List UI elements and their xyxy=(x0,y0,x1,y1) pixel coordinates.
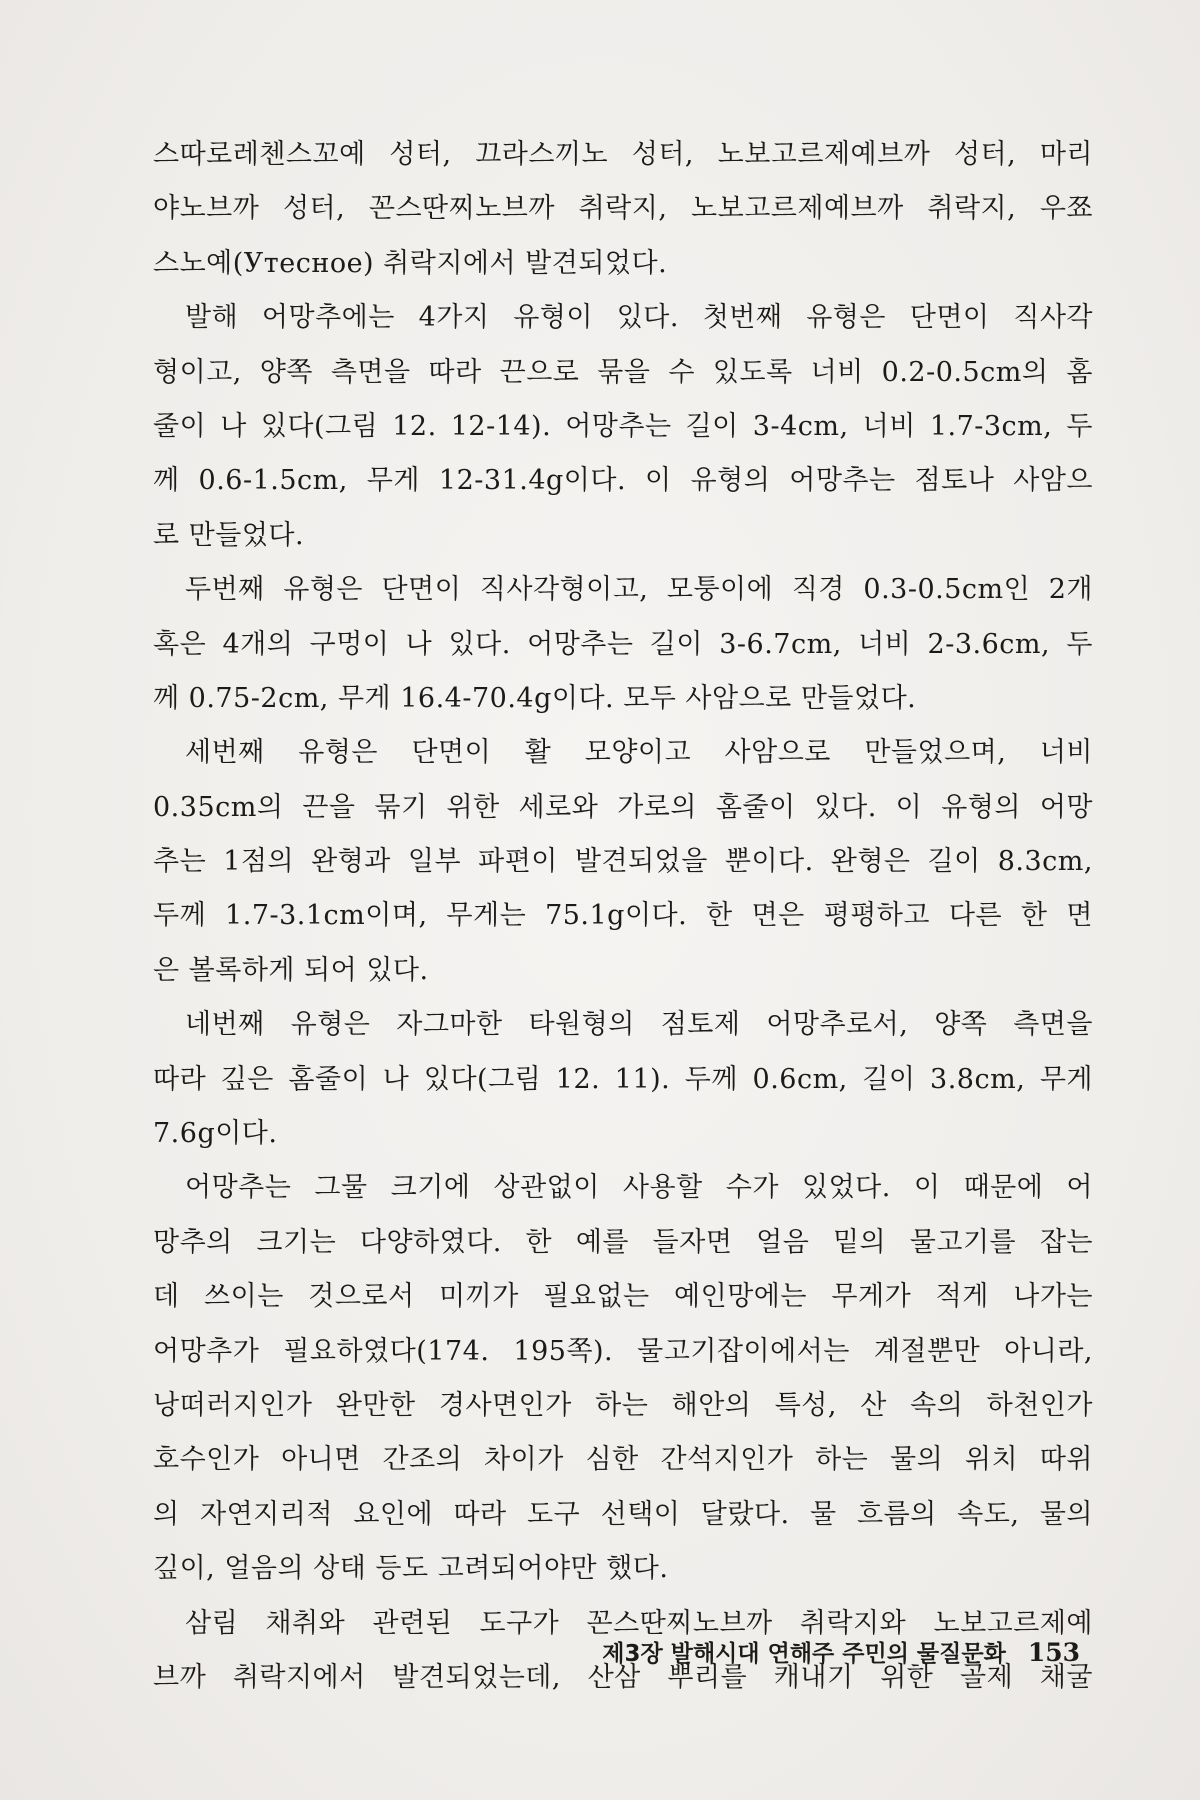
text-line: 발해 어망추에는 4가지 유형이 있다. 첫번째 유형은 단면이 직사각 xyxy=(185,302,1093,334)
text-line: 혹은 4개의 구멍이 나 있다. 어망추는 길이 3-6.7cm, 너비 2-3.6cm, 두 xyxy=(153,628,1093,660)
text-line: 망추의 크기는 다양하였다. 한 예를 들자면 얼음 밑의 물고기를 잡는 xyxy=(153,1226,1093,1258)
text-line: 형이고, 양쪽 측면을 따라 끈으로 묶을 수 있도록 너비 0.2-0.5cm의 홈 xyxy=(153,356,1093,388)
text-line: 어망추가 필요하였다(174. 195쪽). 물고기잡이에서는 계절뿐만 아니라, xyxy=(153,1335,1093,1367)
text-line: 의 자연지리적 요인에 따라 도구 선택이 달랐다. 물 흐름의 속도, 물의 xyxy=(153,1498,1093,1530)
text-line: 따라 깊은 홈줄이 나 있다(그림 12. 11). 두께 0.6cm, 길이 3.8cm, 무게 xyxy=(153,1063,1093,1095)
text-line: 삼림 채취와 관련된 도구가 꼰스딴찌노브까 취락지와 노보고르제예 xyxy=(185,1607,1093,1639)
text-line: 야노브까 성터, 꼰스딴찌노브까 취락지, 노보고르제예브까 취락지, 우쬬 xyxy=(153,193,1093,225)
text-line: 줄이 나 있다(그림 12. 12-14). 어망추는 길이 3-4cm, 너비 1.7-3cm, 두 xyxy=(153,410,1093,442)
text-line: 께 0.6-1.5cm, 무게 12-31.4g이다. 이 유형의 어망추는 점토나 사암으 xyxy=(153,465,1093,497)
body-text xyxy=(153,128,1093,1705)
text-line: 스노예(Утесное) 취락지에서 발견되었다. xyxy=(153,247,668,279)
text-line: 두께 1.7-3.1cm이며, 무게는 75.1g이다. 한 면은 평평하고 다른 한 면 xyxy=(153,900,1093,932)
text-line: 깊이, 얼음의 상태 등도 고려되어야만 했다. xyxy=(153,1553,669,1585)
text-line: 스따로레첸스꼬예 성터, 끄라스끼노 성터, 노보고르제예브까 성터, 마리 xyxy=(153,139,1093,170)
text-line: 추는 1점의 완형과 일부 파편이 발견되었을 뿐이다. 완형은 길이 8.3cm, xyxy=(153,846,1093,878)
chapter-title: 제3장 발해시대 연해주 주민의 물질문화 xyxy=(602,1641,1006,1667)
text-line: 어망추는 그물 크기에 상관없이 사용할 수가 있었다. 이 때문에 어 xyxy=(185,1172,1093,1204)
text-line: 낭떠러지인가 완만한 경사면인가 하는 해안의 특성, 산 속의 하천인가 xyxy=(153,1389,1093,1421)
page-number: 153 xyxy=(1027,1638,1080,1667)
text-line: 로 만들었다. xyxy=(153,519,305,551)
running-footer xyxy=(580,1635,1080,1675)
text-line: 두번째 유형은 단면이 직사각형이고, 모퉁이에 직경 0.3-0.5cm인 2개 xyxy=(185,574,1093,606)
text-line: 7.6g이다. xyxy=(153,1118,278,1150)
text-line: 네번째 유형은 자그마한 타원형의 점토제 어망추로서, 양쪽 측면을 xyxy=(185,1009,1093,1041)
text-line: 께 0.75-2cm, 무게 16.4-70.4g이다. 모두 사암으로 만들었다. xyxy=(153,682,917,714)
text-line: 데 쓰이는 것으로서 미끼가 필요없는 예인망에는 무게가 적게 나가는 xyxy=(153,1281,1093,1313)
text-line: 0.35cm의 끈을 묶기 위한 세로와 가로의 홈줄이 있다. 이 유형의 어망 xyxy=(153,791,1093,823)
text-line: 호수인가 아니면 간조의 차이가 심한 간석지인가 하는 물의 위치 따위 xyxy=(153,1444,1093,1476)
text-line: 브까 취락지에서 발견되었는데, 산삼 뿌리를 캐내기 위한 골제 채굴 xyxy=(153,1661,1093,1693)
text-line: 세번째 유형은 단면이 활 모양이고 사암으로 만들었으며, 너비 xyxy=(185,737,1093,769)
text-line: 은 볼록하게 되어 있다. xyxy=(153,954,429,986)
